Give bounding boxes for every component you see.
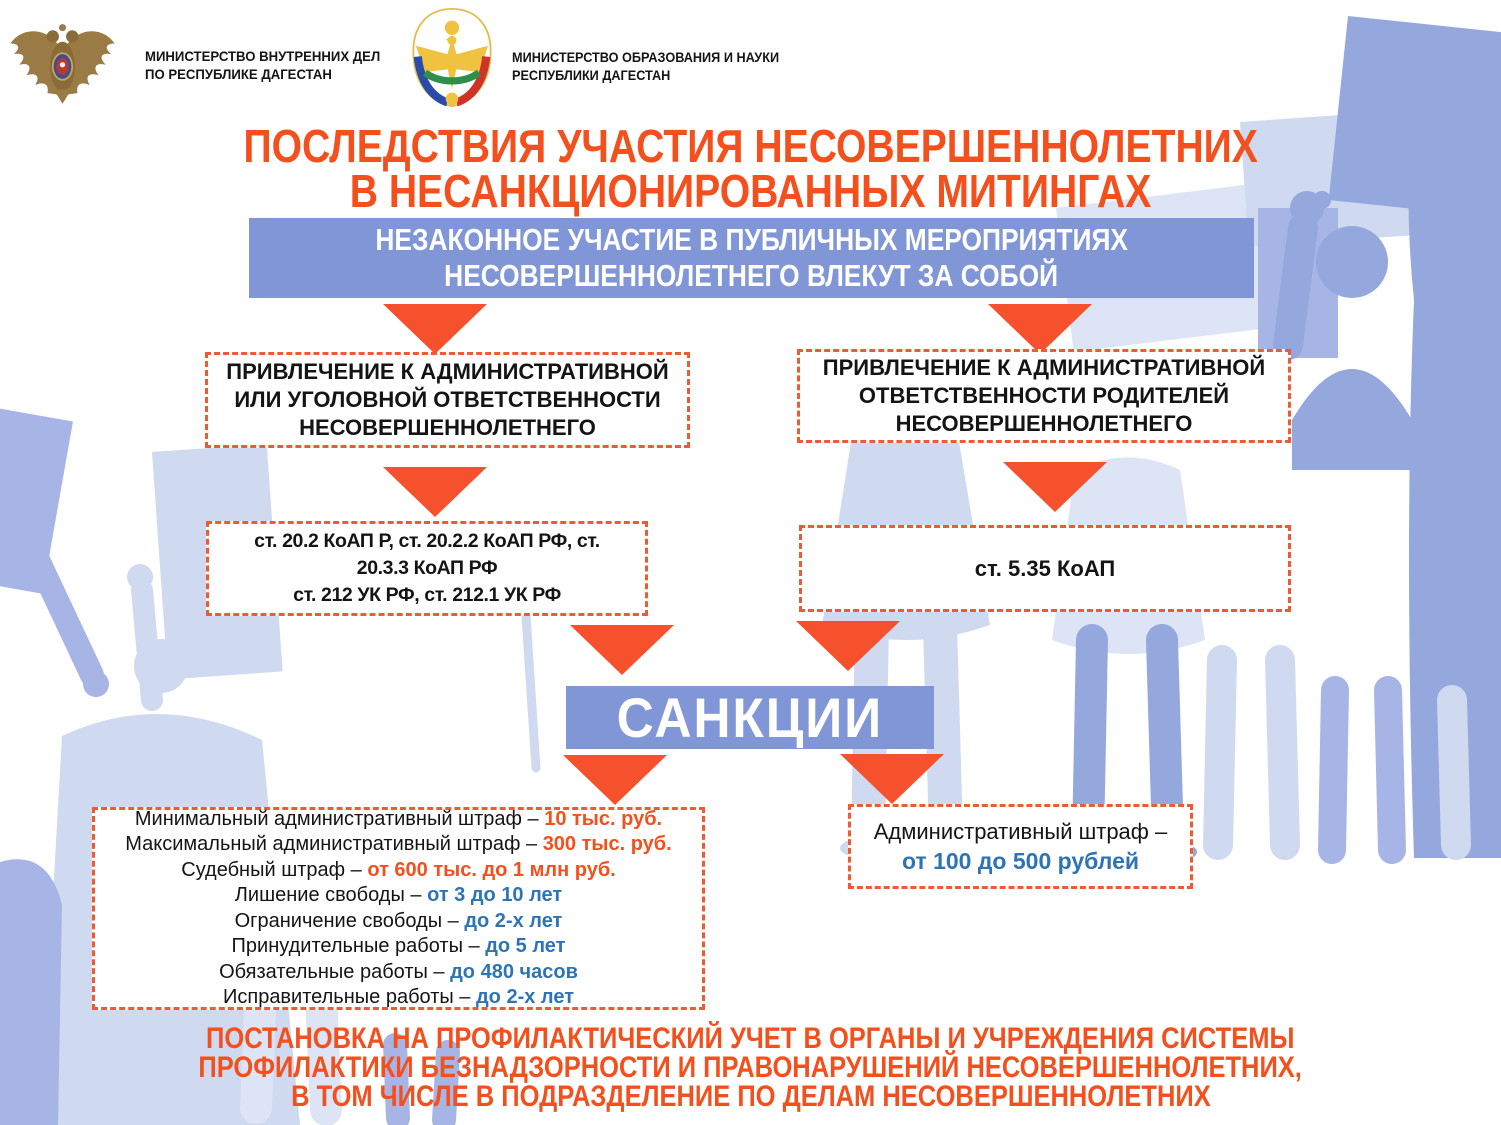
sanction-item: [135, 807, 662, 833]
flow-arrow-sanctions-to-right: [840, 754, 944, 804]
minor-articles-line3: ст. 212 УК РФ, ст. 212.1 УК РФ: [293, 584, 561, 606]
sanction-label: Максимальный административный штраф –: [125, 833, 543, 855]
sanction-value: до 480 часов: [450, 960, 578, 983]
sanction-label: Ограничение свободы –: [234, 909, 465, 932]
sanction-label: Исправительные работы –: [222, 986, 476, 1008]
minor-liability-line1: ПРИВЛЕЧЕНИЕ К АДМИНИСТРАТИВНОЙ: [226, 359, 669, 384]
parents-article-text: ст. 5.35 КоАП: [974, 555, 1116, 581]
page-title-line2: В НЕСАНКЦИОНИРОВАННЫХ МИТИНГАХ: [349, 165, 1152, 217]
sanction-item: [235, 909, 563, 935]
edu-ministry-name: [512, 49, 796, 85]
minor-articles-line2: 20.3.3 КоАП РФ: [356, 557, 498, 579]
flow-arrow-sanctions-to-left: [563, 755, 667, 805]
parents-liability-line2: ОТВЕТСТВЕННОСТИ РОДИТЕЛЕЙ: [858, 383, 1230, 408]
parents-liability-box: [797, 349, 1291, 443]
sanction-value: до 5 лет: [485, 935, 566, 957]
sanction-label: Судебный штраф –: [181, 858, 368, 881]
intro-banner-line2: НЕСОВЕРШЕННОЛЕТНЕГО ВЛЕКУТ ЗА СОБОЙ: [444, 258, 1059, 293]
mvd-name-line2: ПО РЕСПУБЛИКЕ ДАГЕСТАН: [145, 66, 332, 82]
page-title: [0, 120, 1501, 217]
flow-arrow-right-to-articles: [1003, 462, 1107, 512]
mvd-ministry-name: [145, 47, 395, 83]
sanctions-banner: [566, 686, 934, 749]
minor-sanctions-box: [92, 807, 705, 1010]
intro-banner-line1: НЕЗАКОННОЕ УЧАСТИЕ В ПУБЛИЧНЫХ МЕРОПРИЯТИЯХ: [375, 222, 1128, 257]
minor-liability-box: [205, 352, 690, 448]
footer-line3: В ТОМ ЧИСЛЕ В ПОДРАЗДЕЛЕНИЕ ПО ДЕЛАМ НЕСОВЕРШЕННОЛЕТНИХ: [290, 1080, 1211, 1113]
flow-arrow-articles-right-to-sanctions: [796, 621, 900, 671]
sanction-value: 300 тыс. руб.: [542, 833, 672, 855]
parents-liability-line1: ПРИВЛЕЧЕНИЕ К АДМИНИСТРАТИВНОЙ: [822, 355, 1266, 380]
footer-line2: ПРОФИЛАКТИКИ БЕЗНАДЗОРНОСТИ И ПРАВОНАРУШЕНИЙ НЕСОВЕРШЕННОЛЕТНИХ,: [198, 1051, 1303, 1084]
flow-arrow-left-to-articles: [383, 467, 487, 517]
mvd-name-line1: МИНИСТЕРСТВО ВНУТРЕННИХ ДЕЛ: [145, 48, 381, 64]
parents-sanction-box: [848, 804, 1193, 889]
parents-liability-line3: НЕСОВЕРШЕННОЛЕТНЕГО: [895, 411, 1193, 436]
sanction-label: Лишение свободы –: [234, 884, 428, 906]
minor-liability-line2: ИЛИ УГОЛОВНОЙ ОТВЕТСТВЕННОСТИ: [234, 387, 661, 412]
sanction-item: [223, 985, 574, 1011]
sanction-label: Принудительные работы –: [231, 935, 486, 957]
sanction-label: Минимальный административный штраф –: [134, 807, 545, 830]
flow-arrow-banner-to-right: [988, 304, 1092, 354]
parents-sanction-label: Административный штраф –: [873, 819, 1168, 844]
footer-line1: ПОСТАНОВКА НА ПРОФИЛАКТИЧЕСКИЙ УЧЕТ В ОРГАНЫ И УЧРЕЖДЕНИЯ СИСТЕМЫ: [206, 1022, 1295, 1055]
page-title-line1: ПОСЛЕДСТВИЯ УЧАСТИЯ НЕСОВЕРШЕННОЛЕТНИХ: [243, 120, 1258, 172]
edu-name-line1: МИНИСТЕРСТВО ОБРАЗОВАНИЯ И НАУКИ: [512, 50, 780, 65]
footer-note: [0, 1024, 1501, 1111]
dagestan-emblem: [407, 6, 497, 114]
flow-arrow-articles-left-to-sanctions: [570, 625, 674, 675]
parents-sanction-value: от 100 до 500 рублей: [901, 848, 1140, 874]
sanction-value: до 2-х лет: [464, 909, 563, 932]
sanction-item: [125, 832, 671, 858]
edu-name-line2: РЕСПУБЛИКИ ДАГЕСТАН: [512, 68, 671, 83]
parents-article-box: [799, 525, 1291, 612]
flow-arrow-banner-to-left: [383, 304, 487, 354]
minor-liability-line3: НЕСОВЕРШЕННОЛЕТНЕГО: [299, 415, 596, 440]
sanction-item: [219, 960, 578, 986]
minor-articles-box: [206, 521, 648, 616]
sanction-item: [235, 883, 562, 909]
minor-articles-line1: ст. 20.2 КоАП Р, ст. 20.2.2 КоАП РФ, ст.: [254, 530, 600, 552]
sanctions-banner-label: САНКЦИИ: [616, 686, 884, 749]
sanction-item: [232, 934, 566, 960]
mvd-emblem: [5, 20, 120, 111]
sanction-value: от 600 тыс. до 1 млн руб.: [367, 858, 616, 881]
sanction-value: 10 тыс. руб.: [544, 807, 663, 830]
sanction-value: от 3 до 10 лет: [427, 884, 563, 906]
intro-banner: [249, 218, 1254, 298]
sanction-item: [181, 858, 615, 884]
sanction-value: до 2-х лет: [475, 986, 575, 1008]
sanction-label: Обязательные работы –: [219, 960, 451, 983]
